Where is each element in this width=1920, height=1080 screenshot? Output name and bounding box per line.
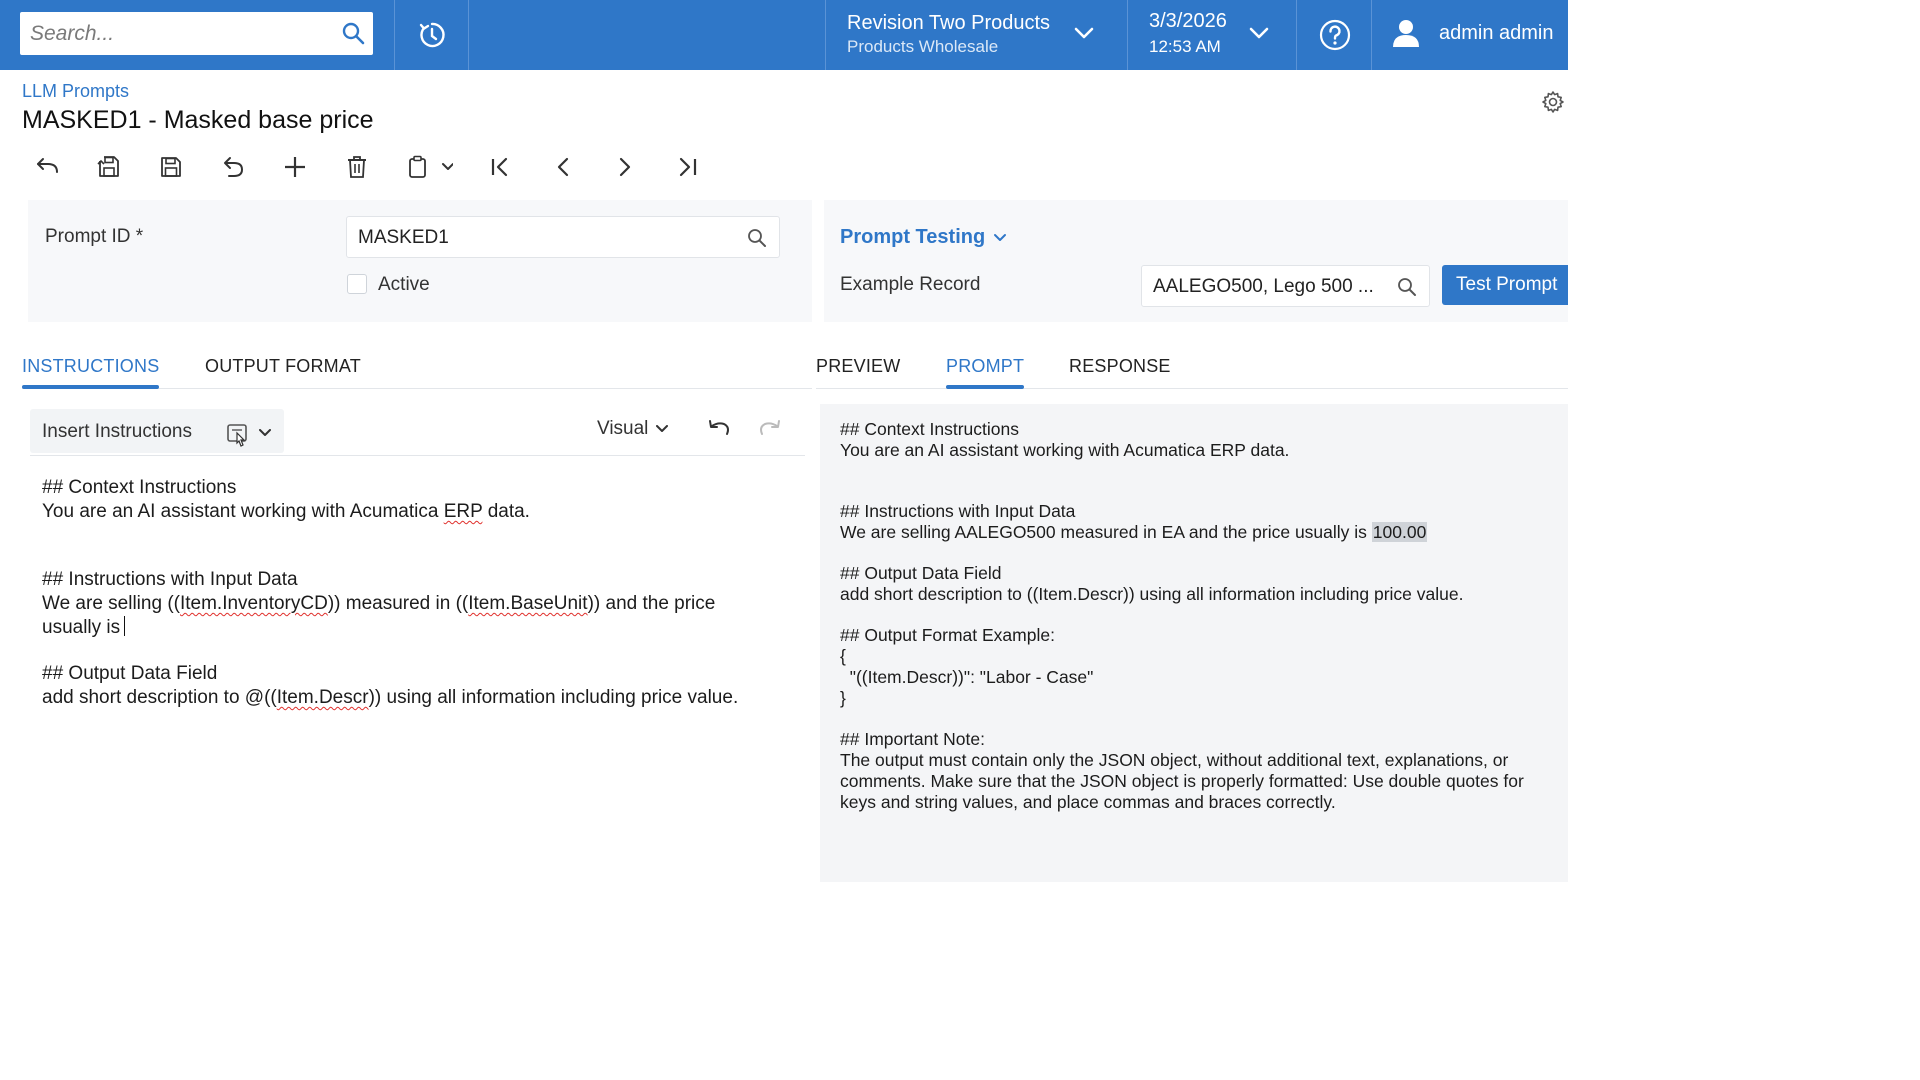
instructions-editor[interactable] <box>42 476 802 710</box>
search-icon[interactable] <box>747 228 767 248</box>
topbar-divider <box>468 0 469 70</box>
editor-line: ## Context Instructions <box>42 477 237 498</box>
copy-paste-icon <box>407 155 453 179</box>
prompt-testing-label: Prompt Testing <box>840 226 986 248</box>
preview-line: You are an AI assistant working with Acumatica ERP data. <box>840 440 1290 460</box>
add-button[interactable] <box>278 150 312 184</box>
previous-record-icon <box>552 156 574 178</box>
undo-icon[interactable] <box>706 418 732 440</box>
save-button[interactable] <box>154 150 188 184</box>
editor-line: add short description to @((Item.Descr)) using all information including price value. <box>42 687 739 708</box>
active-label: Active <box>378 274 430 295</box>
editor-mode-select[interactable] <box>597 418 668 440</box>
business-time: 12:53 AM <box>1149 37 1221 56</box>
preview-line: comments. Make sure that the JSON object is properly formatted: Use double quotes for <box>840 771 1524 791</box>
top-bar <box>0 0 1568 70</box>
editor-mode-label: Visual <box>597 418 649 439</box>
chevron-down-icon <box>1249 26 1269 40</box>
insert-instructions-label: Insert Instructions <box>42 421 192 442</box>
chevron-down-icon <box>1074 26 1094 40</box>
masked-price-highlight: 100.00 <box>1372 522 1427 542</box>
editor-line: You are an AI assistant working with Acumatica ERP data. <box>42 501 530 522</box>
back-button[interactable] <box>30 150 64 184</box>
prompt-testing-toggle[interactable] <box>840 226 1007 249</box>
insert-instructions-button[interactable] <box>30 409 284 453</box>
user-menu[interactable] <box>1372 0 1568 70</box>
preview-line: add short description to ((Item.Descr)) using all information including price value. <box>840 584 1464 604</box>
save-and-close-button[interactable] <box>92 150 126 184</box>
preview-line: ## Instructions with Input Data <box>840 501 1076 521</box>
first-record-icon <box>490 156 512 178</box>
business-date: 3/3/2026 <box>1149 10 1227 32</box>
prompt-id-value: MASKED1 <box>358 227 449 248</box>
tab-output-format[interactable]: OUTPUT FORMAT <box>205 356 361 376</box>
global-search[interactable] <box>20 12 373 55</box>
company-selector[interactable] <box>826 0 1128 70</box>
example-record-field[interactable] <box>1141 265 1430 307</box>
delete-icon <box>346 155 368 179</box>
help-button[interactable] <box>1297 0 1372 70</box>
redo-icon[interactable] <box>757 418 783 440</box>
preview-line: We are selling AALEGO500 measured in EA and the price usually is 100.00 <box>840 522 1427 542</box>
preview-line: The output must contain only the JSON object, without additional text, explanations, or <box>840 750 1509 770</box>
preview-line: ## Important Note: <box>840 729 985 749</box>
help-icon <box>1318 18 1352 52</box>
insert-field-icon[interactable] <box>226 423 252 447</box>
previous-record-button[interactable] <box>546 150 580 184</box>
breadcrumb[interactable]: LLM Prompts <box>22 81 130 101</box>
delete-button[interactable] <box>340 150 374 184</box>
tab-instructions[interactable]: INSTRUCTIONS <box>22 356 160 376</box>
text-cursor <box>124 616 125 636</box>
test-prompt-button[interactable]: Test Prompt <box>1442 265 1568 305</box>
search-input[interactable] <box>20 12 330 55</box>
active-checkbox[interactable] <box>347 274 367 294</box>
tab-response[interactable]: RESPONSE <box>1069 356 1171 376</box>
tab-prompt[interactable]: PROMPT <box>946 356 1025 376</box>
branch-name: Products Wholesale <box>847 37 999 56</box>
cancel-icon <box>220 156 246 178</box>
right-tabs-divider <box>816 388 1568 389</box>
prompt-id-label: Prompt ID * <box>45 226 144 247</box>
gear-icon[interactable] <box>1541 90 1565 114</box>
chevron-down-icon <box>656 425 668 433</box>
next-record-button[interactable] <box>608 150 642 184</box>
editor-line: usually is <box>42 616 802 640</box>
active-tab-indicator <box>22 385 159 389</box>
example-record-value: AALEGO500, Lego 500 ... <box>1153 276 1374 297</box>
preview-line: ## Output Data Field <box>840 563 1002 583</box>
editor-line: ## Output Data Field <box>42 663 218 684</box>
preview-line: "((Item.Descr))": "Labor - Case" <box>840 667 1094 687</box>
tab-preview[interactable]: PREVIEW <box>816 356 901 376</box>
add-icon <box>283 155 307 179</box>
user-name: admin admin <box>1439 22 1554 44</box>
editor-line: We are selling ((Item.InventoryCD)) measured in ((Item.BaseUnit)) and the price <box>42 593 716 614</box>
editor-toolbar <box>30 404 805 456</box>
search-icon[interactable] <box>341 21 365 45</box>
preview-line: ## Context Instructions <box>840 419 1019 439</box>
chevron-down-icon[interactable] <box>259 429 271 437</box>
preview-line: { <box>840 646 846 666</box>
example-record-label: Example Record <box>840 274 981 295</box>
page-title: MASKED1 - Masked base price <box>22 106 374 134</box>
cancel-button[interactable] <box>216 150 250 184</box>
save-icon <box>159 155 183 179</box>
company-name: Revision Two Products <box>847 12 1051 34</box>
last-record-button[interactable] <box>670 150 704 184</box>
active-tab-indicator <box>946 385 1024 389</box>
next-record-icon <box>614 156 636 178</box>
history-icon <box>416 19 448 51</box>
prompt-preview-text <box>840 419 1560 813</box>
copy-paste-button[interactable] <box>402 150 458 184</box>
preview-line: } <box>840 688 846 708</box>
preview-line: keys and string values, and place commas and braces correctly. <box>840 792 1336 812</box>
user-icon <box>1392 18 1420 48</box>
prompt-id-field[interactable] <box>346 216 780 258</box>
business-date-selector[interactable] <box>1128 0 1297 70</box>
first-record-button[interactable] <box>484 150 518 184</box>
editor-line: ## Instructions with Input Data <box>42 569 298 590</box>
last-record-icon <box>676 156 698 178</box>
save-and-close-icon <box>97 155 121 179</box>
search-icon[interactable] <box>1397 277 1417 297</box>
chevron-down-icon <box>993 233 1007 243</box>
back-icon <box>34 156 60 178</box>
recent-history-button[interactable] <box>395 0 469 70</box>
preview-line: ## Output Format Example: <box>840 625 1055 645</box>
